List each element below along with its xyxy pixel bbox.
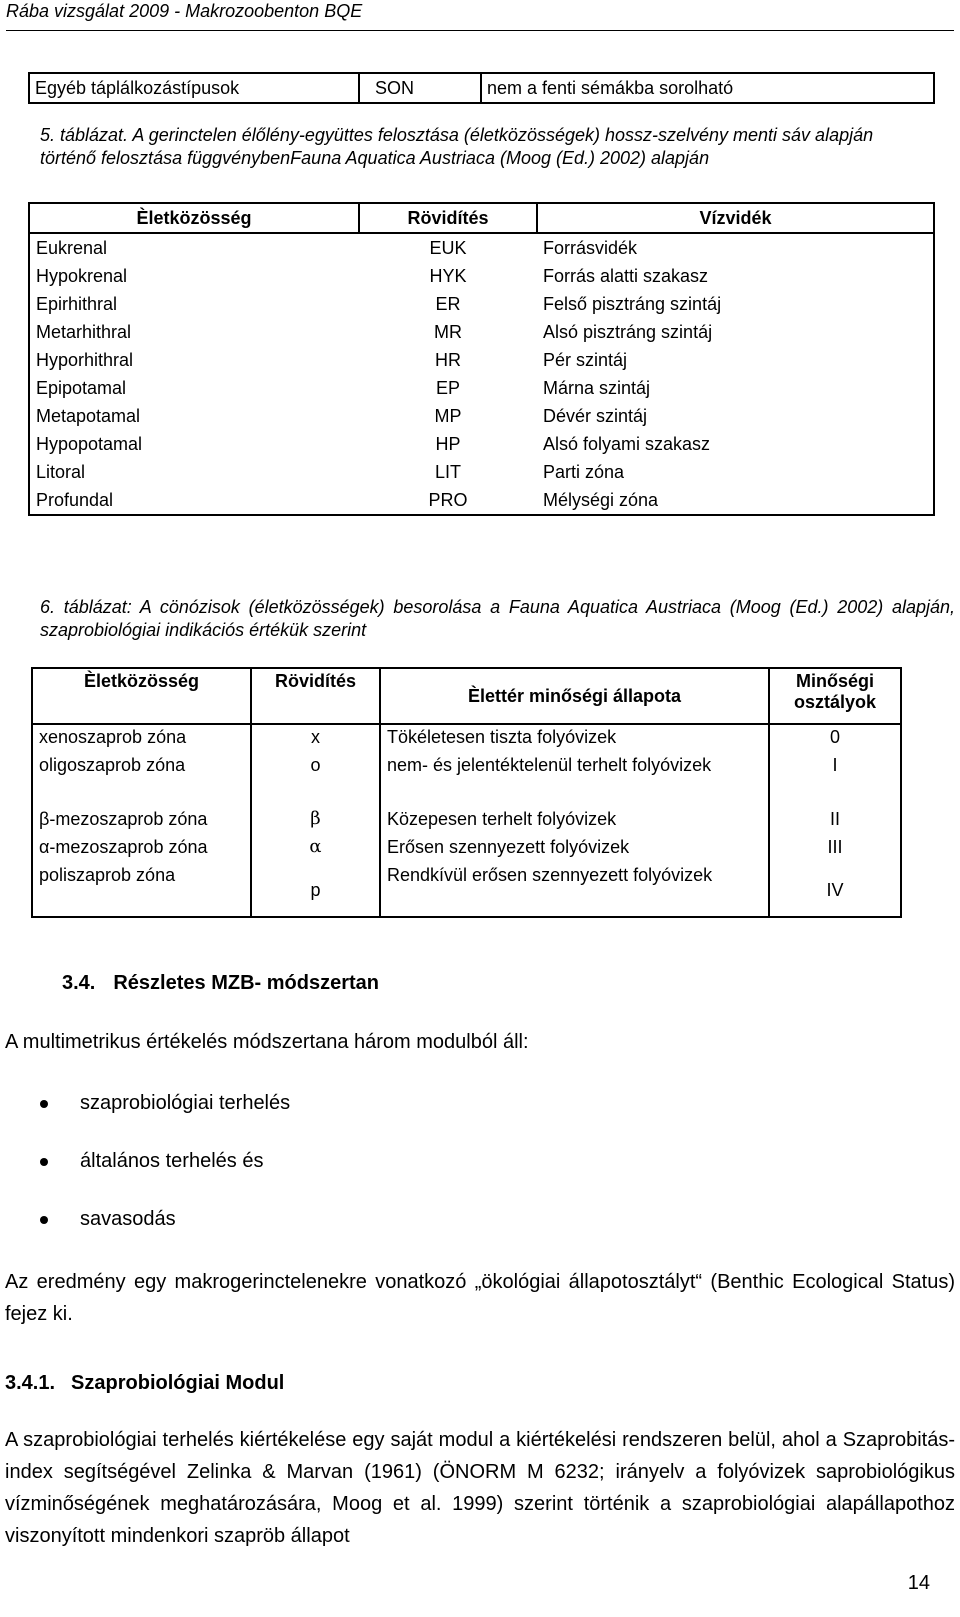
zone-name: Hyporhithral (36, 349, 134, 370)
zone-code: ER (435, 293, 461, 314)
zone-region: Forrás alatti szakasz (543, 265, 709, 286)
list-item (40, 1150, 290, 1208)
section-title: Szaprobiológiai Modul (71, 1372, 285, 1394)
zone-code: PRO (428, 489, 468, 510)
list-item-text: szaprobiológiai terhelés (80, 1092, 291, 1114)
table-row (29, 374, 934, 402)
water-state: nem- és jelentéktelenül terhelt folyóvizek (380, 753, 769, 807)
quality-class: 0 (769, 724, 901, 753)
quality-class: II (769, 807, 901, 835)
col-header: Vízvidék (537, 203, 934, 233)
bullet-icon (40, 1158, 48, 1166)
zone-name: Hypokrenal (36, 265, 128, 286)
zone-code: MR (434, 321, 462, 342)
intro-paragraph: A multimetrikus értékelés módszertana három modulból áll: (5, 1031, 529, 1053)
zone-name: β-mezoszaprob zóna (32, 807, 251, 835)
other-feeding-table (28, 72, 935, 104)
zone-code: p (251, 863, 380, 917)
zone-code: β (251, 807, 380, 835)
table-row (32, 807, 901, 835)
zone-region: Parti zóna (543, 461, 625, 482)
zone-name: α-mezoszaprob zóna (32, 835, 251, 863)
table-row (29, 402, 934, 430)
page-number: 14 (907, 1572, 930, 1594)
zone-region: Felső pisztráng szintáj (543, 293, 722, 314)
zone-name: oligoszaprob zóna (32, 753, 251, 807)
other-code: SON (359, 73, 481, 103)
col-header: Minőségi osztályok (769, 668, 901, 724)
zone-region: Pér szintáj (543, 349, 628, 370)
result-paragraph: Az eredmény egy makrogerinctelenekre vonatkozó „ökológiai állapotosztályt“ (Benthic Ecological Status) fejez ki. (5, 1271, 955, 1325)
zone-code: EP (435, 377, 460, 398)
table-row (29, 73, 934, 103)
col-header: Èletközösség (29, 203, 359, 233)
table-row (29, 318, 934, 346)
list-item-text: általános terhelés és (80, 1150, 264, 1172)
col-header: Èlettér minőségi állapota (380, 668, 769, 724)
col-header: Èletközösség (32, 668, 251, 724)
zone-region: Alsó folyami szakasz (543, 433, 711, 454)
header-title: Rába vizsgálat 2009 - Makrozoobenton BQE (6, 1, 363, 21)
zone-name: Hypopotamal (36, 433, 143, 454)
table-row (29, 290, 934, 318)
zone-region: Forrásvidék (543, 237, 638, 258)
zone-name: Profundal (36, 489, 114, 510)
section-heading-3-4-1 (5, 1372, 284, 1395)
table-row (32, 835, 901, 863)
table-header-row (32, 668, 901, 724)
zone-region: Dévér szintáj (543, 405, 648, 426)
section-number: 3.4.1. (5, 1372, 56, 1394)
list-item-text: savasodás (80, 1208, 176, 1230)
table-header-row (29, 203, 934, 233)
section-number: 3.4. (62, 972, 96, 994)
other-desc: nem a fenti sémákba sorolható (481, 73, 934, 103)
zone-region: Alsó pisztráng szintáj (543, 321, 713, 342)
table6-caption: 6. táblázat: A cönózisok (életközösségek) besorolása a Fauna Aquatica Austriaca (Moog (Ed.) 2002) alapján, szaprobiológiai indikációs értékük szerint (40, 597, 955, 640)
zone-code: α (251, 835, 380, 863)
table-row (29, 233, 934, 262)
water-state: Erősen szennyezett folyóvizek (380, 835, 769, 863)
zone-code: HYK (429, 265, 467, 286)
other-label: Egyéb táplálkozástípusok (29, 73, 359, 103)
zone-name: xenoszaprob zóna (32, 724, 251, 753)
quality-class: I (769, 753, 901, 807)
table-row (29, 458, 934, 486)
zone-code: o (251, 753, 380, 807)
zone-name: Epirhithral (36, 293, 118, 314)
bullet-icon (40, 1100, 48, 1108)
water-state: Közepesen terhelt folyóvizek (380, 807, 769, 835)
bullet-icon (40, 1216, 48, 1224)
col-header: Rövidítés (251, 668, 380, 724)
body-paragraph: A szaprobiológiai terhelés kiértékelése egy saját modul a kiértékelési rendszeren belül, ahol a Szaprobitás-index segítségével Zelinka & Marvan (1961) (ÖNORM M 6232; irányelv a folyóvizek saprobiológikus vízminőségének meghatározására, Moog et al. 1999) szerint történik a szaprobiológiai alapállapothoz viszonyított mindenkori szapröb állapot (5, 1429, 955, 1547)
section-title: Részletes MZB- módszertan (113, 972, 379, 994)
zone-name: Epipotamal (36, 377, 127, 398)
zone-name: Litoral (36, 461, 86, 482)
table-row (32, 753, 901, 807)
water-state: Rendkívül erősen szennyezett folyóvizek (380, 863, 769, 917)
table-row (29, 430, 934, 458)
quality-class: IV (769, 863, 901, 917)
zone-code: HR (435, 349, 461, 370)
table-row (29, 486, 934, 515)
zones-table (28, 202, 935, 516)
module-list (40, 1092, 290, 1266)
zone-name: Metarhithral (36, 321, 132, 342)
zone-region: Márna szintáj (543, 377, 651, 398)
zone-name: Metapotamal (36, 405, 141, 426)
zone-name: poliszaprob zóna (32, 863, 251, 917)
zone-code: LIT (434, 461, 461, 482)
list-item (40, 1208, 290, 1266)
table-row (32, 724, 901, 753)
quality-class: III (769, 835, 901, 863)
zone-code: EUK (429, 237, 467, 258)
table-row (29, 346, 934, 374)
zone-code: MP (434, 405, 462, 426)
table-row (29, 262, 934, 290)
saprobity-table (31, 667, 902, 918)
table5-caption: 5. táblázat. A gerinctelen élőlény-együttes felosztása (életközösségek) hossz-szelvény menti sáv alapján történő felosztása függvénybenFauna Aquatica Austriaca (Moog (Ed.) 2002) alapján (40, 125, 874, 168)
section-heading-3-4 (62, 972, 379, 995)
zone-code: x (251, 724, 380, 753)
list-item (40, 1092, 290, 1150)
zone-region: Mélységi zóna (543, 489, 659, 510)
page-header (6, 0, 954, 31)
table-row (32, 863, 901, 917)
col-header: Rövidítés (359, 203, 537, 233)
water-state: Tökéletesen tiszta folyóvizek (380, 724, 769, 753)
zone-name: Eukrenal (36, 237, 108, 258)
zone-code: HP (435, 433, 461, 454)
